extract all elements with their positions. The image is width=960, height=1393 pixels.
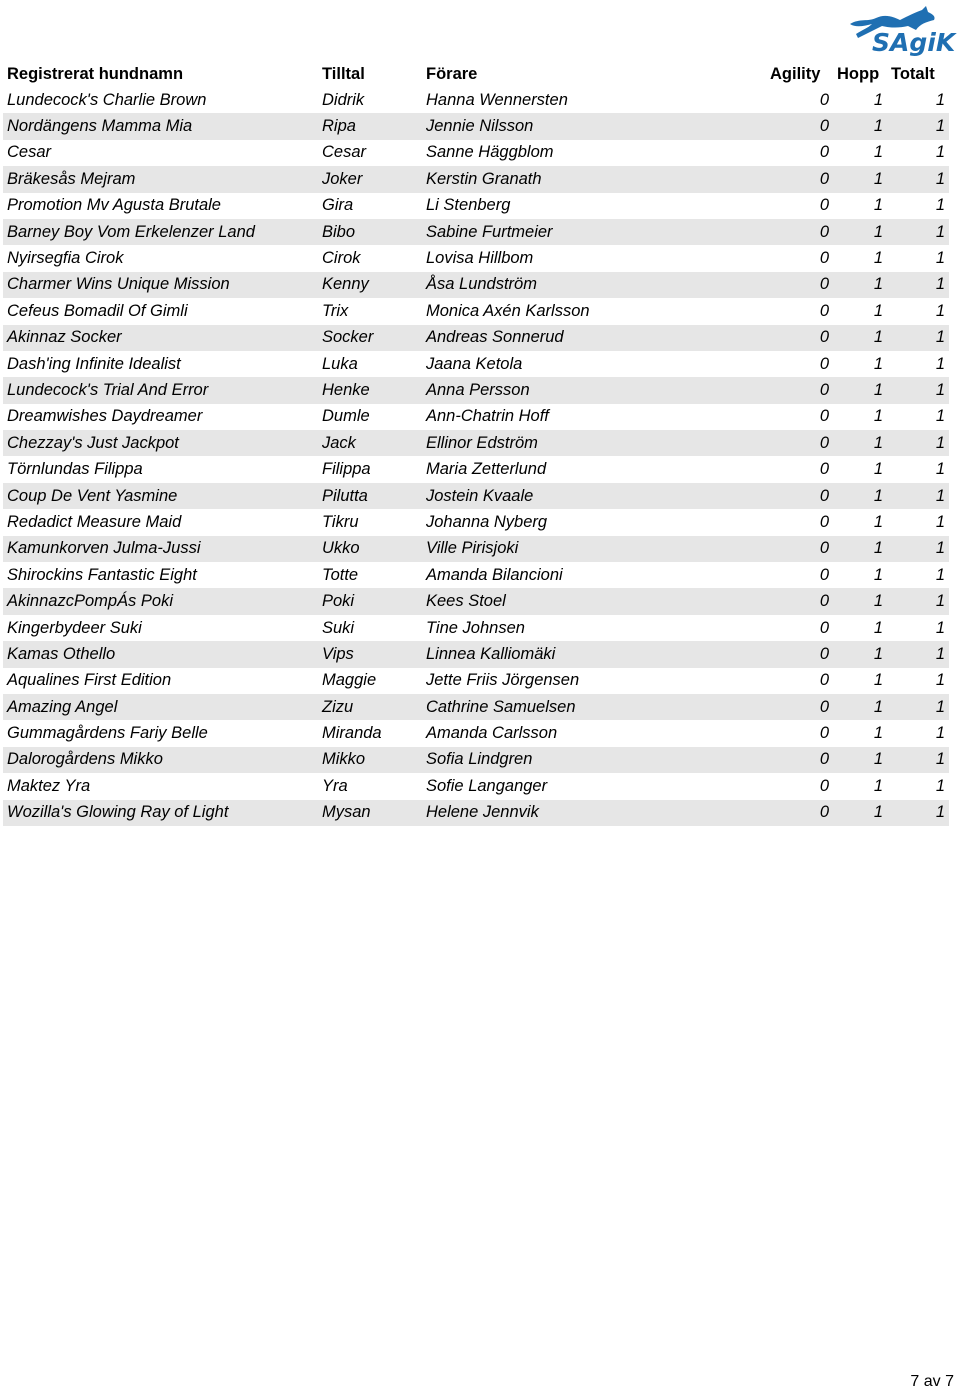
tilltal-cell: Mikko [318, 747, 422, 773]
agility-cell: 0 [766, 272, 833, 298]
agility-cell: 0 [766, 641, 833, 667]
tilltal-cell: Trix [322, 301, 349, 320]
tilltal-cell: Zizu [318, 694, 422, 720]
totalt-cell: 1 [887, 800, 949, 826]
forare-cell: Linnea Kalliomäki [422, 641, 766, 667]
forare-cell: Jette Friis Jörgensen [426, 671, 580, 690]
dog-name-cell: AkinnazcPompÁs Poki [3, 588, 318, 614]
forare-cell: Amanda Bilancioni [426, 565, 563, 584]
forare-cell: Jostein Kvaale [422, 483, 766, 509]
hopp-cell: 1 [873, 618, 883, 637]
agility-cell: 0 [819, 354, 829, 373]
tilltal-cell: Luka [322, 354, 358, 373]
table-row [3, 377, 949, 403]
forare-cell: Kerstin Granath [422, 166, 766, 192]
hopp-cell: 1 [833, 483, 887, 509]
forare-cell: Amanda Carlsson [426, 724, 558, 743]
tilltal-cell: Mysan [318, 800, 422, 826]
totalt-cell: 1 [887, 219, 949, 245]
hopp-cell: 1 [833, 219, 887, 245]
tilltal-cell: Suki [322, 618, 355, 637]
totalt-cell: 1 [935, 460, 945, 479]
table-row [3, 615, 949, 641]
forare-cell: Sanne Häggblom [426, 143, 554, 162]
table-row [3, 483, 949, 509]
forare-cell: Jaana Ketola [426, 354, 523, 373]
totalt-cell: 1 [887, 483, 949, 509]
forare-cell: Ann-Chatrin Hoff [426, 407, 549, 426]
table-row [3, 351, 949, 377]
dog-name-cell: Promotion Mv Agusta Brutale [7, 196, 221, 215]
tilltal-cell: Jack [318, 430, 422, 456]
tilltal-cell: Miranda [322, 724, 382, 743]
dog-name-cell: Lundecock's Charlie Brown [7, 90, 207, 109]
table-row [3, 325, 949, 351]
hopp-cell: 1 [833, 588, 887, 614]
dog-name-cell: Dreamwishes Daydreamer [7, 407, 203, 426]
totalt-cell: 1 [887, 430, 949, 456]
totalt-cell: 1 [935, 143, 945, 162]
header-row [3, 61, 949, 87]
dog-name-cell: Charmer Wins Unique Mission [3, 272, 318, 298]
table-row [3, 562, 949, 588]
tilltal-cell: Ukko [318, 536, 422, 562]
hopp-cell: 1 [833, 641, 887, 667]
table-row [3, 87, 949, 113]
table-row [3, 747, 949, 773]
dog-name-cell: Amazing Angel [3, 694, 318, 720]
totalt-cell: 1 [935, 618, 945, 637]
page-number: 7 av 7 [910, 1373, 954, 1390]
hopp-cell: 1 [833, 430, 887, 456]
forare-cell: Kees Stoel [422, 588, 766, 614]
table-row [3, 430, 949, 456]
totalt-cell: 1 [935, 354, 945, 373]
agility-cell: 0 [819, 776, 829, 795]
agility-cell: 0 [766, 219, 833, 245]
dog-name-cell: Cesar [7, 143, 52, 162]
hopp-cell: 1 [833, 747, 887, 773]
forare-cell: Sabine Furtmeier [422, 219, 766, 245]
hopp-cell: 1 [833, 694, 887, 720]
dog-name-cell: Bräkesås Mejram [3, 166, 318, 192]
dog-name-cell: Aqualines First Edition [7, 671, 172, 690]
hopp-cell: 1 [873, 143, 883, 162]
tilltal-cell: Totte [322, 565, 359, 584]
totalt-cell: 1 [887, 325, 949, 351]
forare-cell: Åsa Lundström [422, 272, 766, 298]
totalt-cell: 1 [887, 113, 949, 139]
forare-cell: Andreas Sonnerud [422, 325, 766, 351]
tilltal-cell: Gira [322, 196, 354, 215]
dog-name-cell: Dalorogårdens Mikko [3, 747, 318, 773]
hopp-cell: 1 [873, 460, 883, 479]
dog-name-cell: Cefeus Bomadil Of Gimli [7, 301, 188, 320]
totalt-cell: 1 [935, 407, 945, 426]
dog-name-cell: Shirockins Fantastic Eight [7, 565, 197, 584]
dog-name-cell: Nordängens Mamma Mia [3, 113, 318, 139]
logo-text: SAgiK [872, 28, 956, 57]
forare-cell: Helene Jennvik [422, 800, 766, 826]
hopp-cell: 1 [873, 196, 883, 215]
table-row [3, 536, 949, 562]
agility-cell: 0 [766, 430, 833, 456]
hopp-cell: 1 [833, 800, 887, 826]
totalt-cell: 1 [887, 641, 949, 667]
col-header-forare: Förare [426, 64, 478, 83]
dog-name-cell: Kamunkorven Julma-Jussi [3, 536, 318, 562]
forare-cell: Cathrine Samuelsen [422, 694, 766, 720]
forare-cell: Sofia Lindgren [422, 747, 766, 773]
agility-cell: 0 [766, 113, 833, 139]
hopp-cell: 1 [833, 325, 887, 351]
tilltal-cell: Joker [318, 166, 422, 192]
table-row [3, 773, 949, 799]
table-row [3, 245, 949, 271]
col-header-name: Registrerat hundnamn [7, 64, 184, 83]
dog-name-cell: Kamas Othello [3, 641, 318, 667]
forare-cell: Jennie Nilsson [422, 113, 766, 139]
hopp-cell: 1 [873, 249, 883, 268]
table-row [3, 193, 949, 219]
table-row [3, 404, 949, 430]
table-row [3, 140, 949, 166]
hopp-cell: 1 [873, 512, 883, 531]
hopp-cell: 1 [873, 301, 883, 320]
agility-cell: 0 [819, 460, 829, 479]
forare-cell: Lovisa Hillbom [426, 249, 534, 268]
tilltal-cell: Cesar [322, 143, 367, 162]
tilltal-cell: Tikru [322, 512, 359, 531]
agility-cell: 0 [819, 143, 829, 162]
totalt-cell: 1 [935, 301, 945, 320]
forare-cell: Maria Zetterlund [426, 460, 547, 479]
results-table [3, 61, 949, 826]
hopp-cell: 1 [873, 407, 883, 426]
agility-cell: 0 [819, 565, 829, 584]
hopp-cell: 1 [873, 671, 883, 690]
agility-cell: 0 [766, 483, 833, 509]
col-header-agility: Agility [770, 64, 821, 83]
agility-cell: 0 [819, 90, 829, 109]
tilltal-cell: Dumle [322, 407, 370, 426]
forare-cell: Tine Johnsen [426, 618, 525, 637]
totalt-cell: 1 [887, 166, 949, 192]
dog-name-cell: Wozilla's Glowing Ray of Light [3, 800, 318, 826]
dog-name-cell: Chezzay's Just Jackpot [3, 430, 318, 456]
forare-cell: Sofie Langanger [426, 776, 548, 795]
forare-cell: Johanna Nyberg [426, 512, 548, 531]
dog-name-cell: Akinnaz Socker [3, 325, 318, 351]
totalt-cell: 1 [887, 536, 949, 562]
agility-cell: 0 [819, 301, 829, 320]
agility-cell: 0 [819, 671, 829, 690]
totalt-cell: 1 [887, 272, 949, 298]
totalt-cell: 1 [935, 724, 945, 743]
totalt-cell: 1 [887, 588, 949, 614]
table-row [3, 668, 949, 694]
col-header-totalt: Totalt [891, 64, 935, 83]
tilltal-cell: Filippa [322, 460, 371, 479]
dog-name-cell: Lundecock's Trial And Error [3, 377, 318, 403]
forare-cell: Ellinor Edström [422, 430, 766, 456]
tilltal-cell: Yra [322, 776, 348, 795]
table-row [3, 219, 949, 245]
hopp-cell: 1 [833, 113, 887, 139]
tilltal-cell: Pilutta [318, 483, 422, 509]
agility-cell: 0 [819, 512, 829, 531]
table-row [3, 509, 949, 535]
table-row [3, 694, 949, 720]
dog-name-cell: Barney Boy Vom Erkelenzer Land [3, 219, 318, 245]
forare-cell: Li Stenberg [426, 196, 511, 215]
table-row [3, 272, 949, 298]
totalt-cell: 1 [887, 694, 949, 720]
tilltal-cell: Socker [318, 325, 422, 351]
tilltal-cell: Cirok [322, 249, 361, 268]
hopp-cell: 1 [873, 776, 883, 795]
dog-name-cell: Dash'ing Infinite Idealist [7, 354, 181, 373]
table-row [3, 298, 949, 324]
hopp-cell: 1 [873, 565, 883, 584]
dog-name-cell: Maktez Yra [7, 776, 91, 795]
totalt-cell: 1 [887, 377, 949, 403]
agility-cell: 0 [766, 325, 833, 351]
tilltal-cell: Henke [318, 377, 422, 403]
table-row [3, 456, 949, 482]
agility-cell: 0 [766, 588, 833, 614]
hopp-cell: 1 [873, 90, 883, 109]
tilltal-cell: Kenny [318, 272, 422, 298]
tilltal-cell: Vips [318, 641, 422, 667]
agility-cell: 0 [766, 166, 833, 192]
agility-cell: 0 [766, 536, 833, 562]
dog-name-cell: Nyirsegfia Cirok [7, 249, 124, 268]
col-header-tilltal: Tilltal [322, 64, 365, 83]
tilltal-cell: Bibo [318, 219, 422, 245]
agility-cell: 0 [819, 249, 829, 268]
agility-cell: 0 [819, 407, 829, 426]
hopp-cell: 1 [833, 377, 887, 403]
forare-cell: Monica Axén Karlsson [426, 301, 590, 320]
tilltal-cell: Didrik [322, 90, 365, 109]
agility-cell: 0 [819, 196, 829, 215]
forare-cell: Ville Pirisjoki [422, 536, 766, 562]
sagik-logo [846, 4, 956, 60]
tilltal-cell: Poki [318, 588, 422, 614]
hopp-cell: 1 [833, 536, 887, 562]
totalt-cell: 1 [935, 196, 945, 215]
forare-cell: Anna Persson [422, 377, 766, 403]
table-row [3, 166, 949, 192]
agility-cell: 0 [766, 694, 833, 720]
dog-name-cell: Gummagårdens Fariy Belle [7, 724, 208, 743]
hopp-cell: 1 [873, 354, 883, 373]
totalt-cell: 1 [935, 90, 945, 109]
dog-name-cell: Redadict Measure Maid [7, 512, 182, 531]
totalt-cell: 1 [935, 249, 945, 268]
col-header-hopp: Hopp [837, 64, 880, 83]
table-row [3, 800, 949, 826]
dog-name-cell: Törnlundas Filippa [7, 460, 143, 479]
hopp-cell: 1 [833, 272, 887, 298]
dog-name-cell: Coup De Vent Yasmine [3, 483, 318, 509]
totalt-cell: 1 [935, 565, 945, 584]
forare-cell: Hanna Wennersten [426, 90, 568, 109]
tilltal-cell: Ripa [318, 113, 422, 139]
agility-cell: 0 [766, 747, 833, 773]
totalt-cell: 1 [887, 747, 949, 773]
hopp-cell: 1 [833, 166, 887, 192]
table-row [3, 588, 949, 614]
table-row [3, 113, 949, 139]
totalt-cell: 1 [935, 512, 945, 531]
agility-cell: 0 [819, 724, 829, 743]
agility-cell: 0 [766, 800, 833, 826]
agility-cell: 0 [766, 377, 833, 403]
table-row [3, 720, 949, 746]
table-row [3, 641, 949, 667]
totalt-cell: 1 [935, 776, 945, 795]
hopp-cell: 1 [873, 724, 883, 743]
totalt-cell: 1 [935, 671, 945, 690]
tilltal-cell: Maggie [322, 671, 377, 690]
dog-name-cell: Kingerbydeer Suki [7, 618, 142, 637]
agility-cell: 0 [819, 618, 829, 637]
